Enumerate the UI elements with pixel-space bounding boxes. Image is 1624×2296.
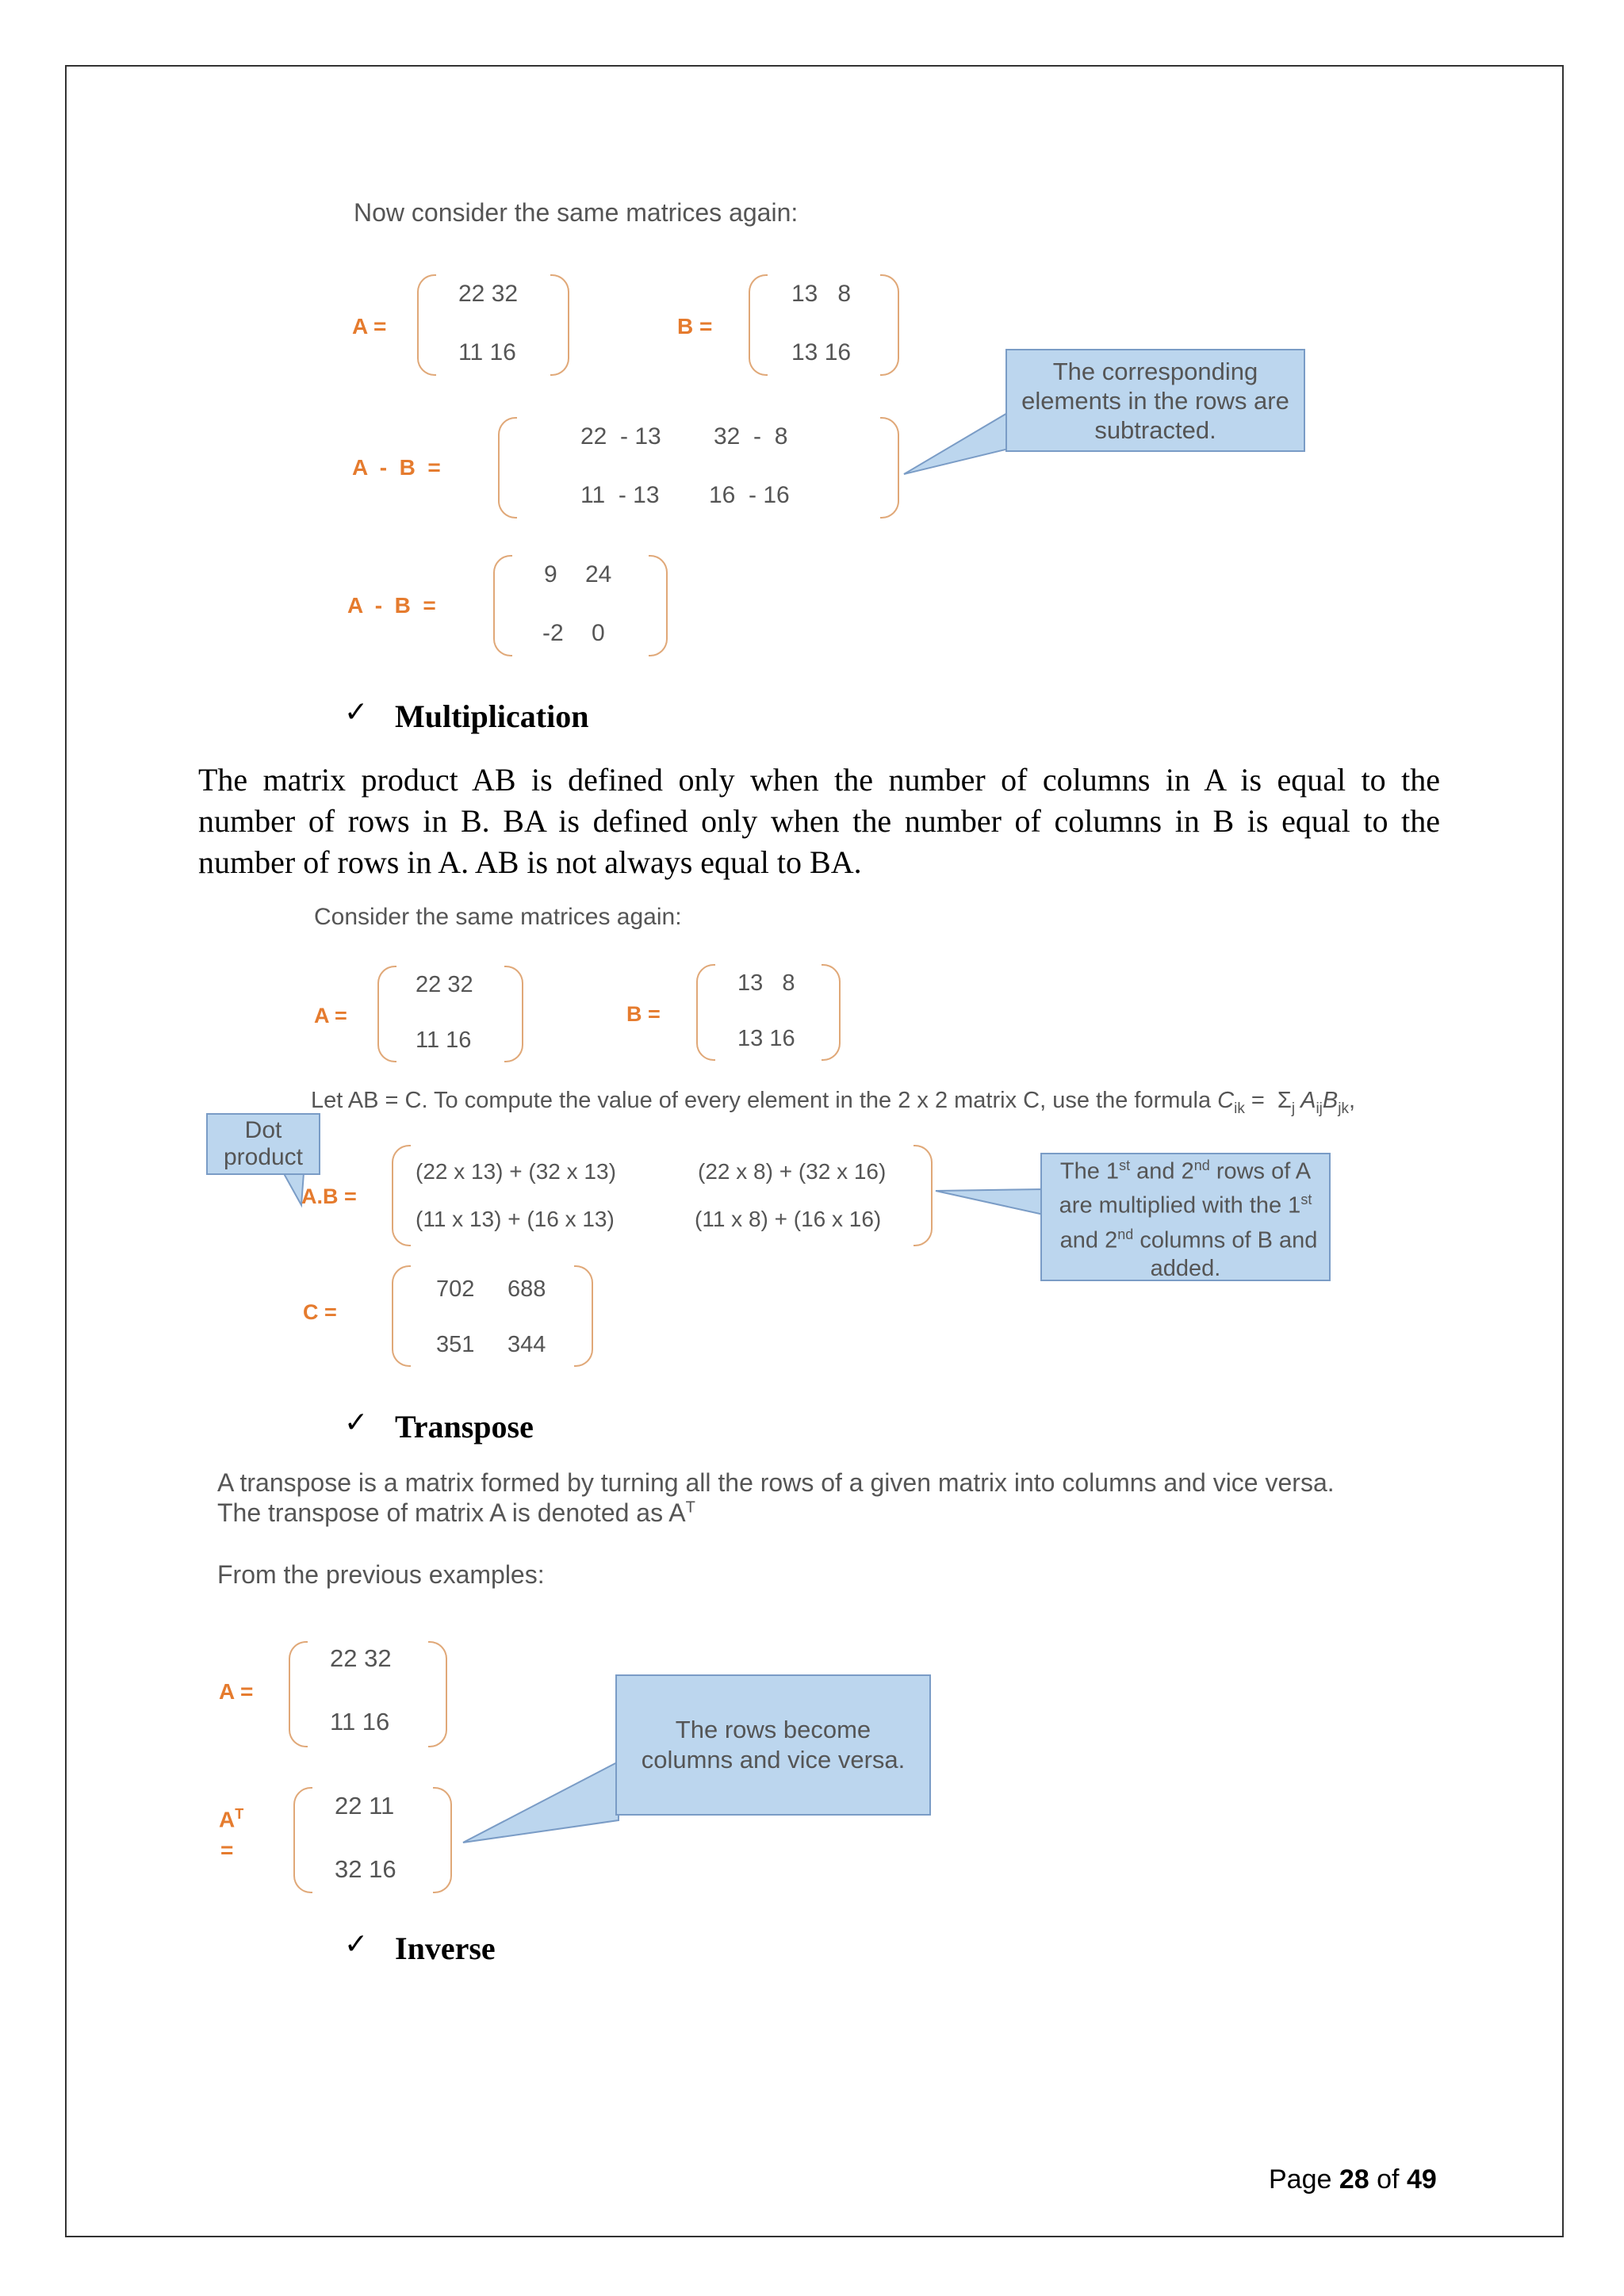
mult-matrix-b-row-1: 13 8: [737, 970, 795, 996]
dot-product-callout: Dot product: [206, 1113, 320, 1175]
matrix-b-row-2: 13 16: [791, 339, 852, 365]
c-left-bracket: [392, 1265, 411, 1367]
rows-callout-sup: st: [1119, 1157, 1131, 1173]
c-label: C =: [303, 1300, 337, 1324]
transpose-definition-line-2: [217, 1498, 695, 1528]
formula-a-sub: ij: [1316, 1100, 1323, 1117]
difference-cell: 11 - 13: [580, 482, 660, 508]
ab-right-bracket: [914, 1145, 933, 1246]
formula-b: B: [1322, 1088, 1339, 1113]
mult-matrix-a-label: A =: [314, 1004, 347, 1027]
difference-cell: 16 - 16: [709, 482, 790, 508]
total-pages: 49: [1406, 2164, 1437, 2195]
c-right-bracket: [574, 1265, 593, 1367]
formula-line: [311, 1088, 1355, 1118]
result-cell: -2: [542, 620, 564, 646]
transpose-at-label: [219, 1806, 243, 1832]
difference-cell: 32 - 8: [714, 423, 788, 450]
paragraph-line: The matrix product AB is defined only when the number of columns in A is equal to the: [198, 762, 1440, 798]
ab-cell: (11 x 13) + (16 x 13): [416, 1207, 615, 1231]
multiplication-intro: Consider the same matrices again:: [314, 904, 682, 930]
rows-callout-tail: [936, 1189, 1044, 1215]
rows-callout-sup: st: [1300, 1192, 1312, 1208]
subtract-callout: The corresponding elements in the rows are subtracted.: [1005, 349, 1305, 452]
transpose-a-row-1: 22 32: [330, 1644, 392, 1672]
mult-matrix-b-right-bracket: [822, 964, 841, 1061]
mult-matrix-b-label: B =: [626, 1002, 661, 1026]
ab-cell: (22 x 13) + (32 x 13): [416, 1159, 616, 1184]
rows-callout-sup: nd: [1117, 1226, 1134, 1242]
paragraph-line: number of rows in B. BA is defined only when the number of columns in B is equal to the: [198, 803, 1440, 839]
result-cell: 24: [585, 561, 612, 587]
mult-matrix-a-right-bracket: [504, 966, 523, 1062]
matrix-b-right-bracket: [880, 274, 899, 376]
ab-label: A.B =: [301, 1184, 357, 1208]
multiplication-heading: Multiplication: [395, 698, 589, 734]
paragraph-line: number of rows in A. AB is not always equal to BA.: [198, 844, 862, 880]
transpose-a-left-bracket: [289, 1641, 308, 1747]
mult-matrix-b-row-2: 13 16: [737, 1026, 795, 1051]
subtract-callout-tail: [904, 412, 1009, 474]
difference-right-bracket: [880, 417, 899, 519]
result-right-bracket: [649, 555, 668, 656]
result-cell: 0: [592, 620, 605, 646]
formula-c: C: [1217, 1088, 1235, 1113]
rows-callout-part: The 1: [1059, 1158, 1120, 1184]
inverse-heading: Inverse: [395, 1931, 496, 1966]
transpose-callout-tail: [463, 1762, 619, 1843]
transpose-heading: Transpose: [395, 1409, 534, 1445]
mult-matrix-a-left-bracket: [377, 966, 396, 1062]
matrix-a-row-2: 11 16: [458, 339, 516, 365]
transpose-at-right-bracket: [433, 1787, 452, 1893]
multiplication-check-icon: ✓: [344, 696, 369, 729]
matrix-a-left-bracket: [417, 274, 436, 376]
of-word: of: [1377, 2164, 1400, 2195]
rows-callout-part: columns of B and added.: [1133, 1227, 1318, 1282]
matrix-b-row-1: 13 8: [791, 281, 852, 307]
transpose-callout: The rows become columns and vice versa.: [615, 1674, 931, 1816]
mult-matrix-a-row-1: 22 32: [416, 972, 473, 997]
transpose-a-label: A =: [219, 1679, 254, 1704]
formula-end: ,: [1348, 1088, 1356, 1113]
matrix-b-label: B =: [677, 314, 713, 339]
ab-cell: (22 x 8) + (32 x 16): [698, 1159, 887, 1184]
ab-left-bracket: [392, 1145, 411, 1246]
ab-cell: (11 x 8) + (16 x 16): [695, 1207, 882, 1231]
rows-callout-text: [1048, 1151, 1323, 1284]
mult-matrix-b-left-bracket: [696, 964, 715, 1061]
mult-matrix-a-row-2: 11 16: [416, 1027, 472, 1053]
formula-b-sub: jk: [1338, 1100, 1349, 1117]
transpose-at-row-2: 32 16: [335, 1855, 396, 1883]
transpose-definition-line-1: A transpose is a matrix formed by turning all the rows of a given matrix into columns and vice versa.: [217, 1468, 1335, 1497]
inverse-check-icon: ✓: [344, 1928, 369, 1961]
transpose-from-examples: From the previous examples:: [217, 1560, 545, 1589]
matrix-a-row-1: 22 32: [458, 281, 519, 307]
matrix-a-label: A =: [352, 314, 387, 339]
difference-label: A - B =: [352, 455, 441, 480]
result-left-bracket: [493, 555, 512, 656]
transpose-a-right-bracket: [428, 1641, 447, 1747]
page-word: Page: [1269, 2164, 1332, 2195]
difference-cell: 22 - 13: [580, 423, 661, 450]
matrix-b-left-bracket: [749, 274, 768, 376]
c-cell: 351: [436, 1332, 475, 1357]
c-cell: 344: [508, 1332, 546, 1357]
formula-eq: = Σ: [1244, 1088, 1292, 1113]
multiplication-paragraph: [198, 760, 1440, 883]
formula-a: A: [1295, 1088, 1316, 1113]
formula-sum-sub: j: [1291, 1100, 1296, 1117]
transpose-superscript: T: [685, 1498, 695, 1517]
at-label-text: A: [219, 1807, 236, 1832]
transpose-at-equals: =: [220, 1838, 234, 1862]
result-label: A - B =: [347, 593, 436, 618]
formula-c-sub: ik: [1234, 1100, 1245, 1117]
rows-callout-part: rows of A are multiplied with the 1: [1059, 1158, 1312, 1219]
rows-callout-part: and 2: [1130, 1158, 1194, 1184]
matrix-a-right-bracket: [550, 274, 569, 376]
page-number: [1269, 2164, 1437, 2195]
formula-text: Let AB = C. To compute the value of every element in the 2 x 2 matrix C, use the formula: [311, 1088, 1218, 1113]
difference-left-bracket: [498, 417, 517, 519]
c-cell: 702: [436, 1276, 475, 1302]
transpose-a-row-2: 11 16: [330, 1708, 390, 1735]
current-page: 28: [1339, 2164, 1369, 2195]
transpose-check-icon: ✓: [344, 1406, 369, 1439]
rows-multiplied-callout: [1040, 1153, 1331, 1281]
c-cell: 688: [508, 1276, 546, 1302]
transpose-line-2-text: The transpose of matrix A is denoted as A: [217, 1498, 686, 1527]
result-cell: 9: [544, 561, 557, 587]
at-label-sup: T: [235, 1806, 244, 1822]
subtraction-intro: Now consider the same matrices again:: [354, 198, 799, 227]
rows-callout-sup: nd: [1193, 1157, 1210, 1173]
transpose-at-left-bracket: [293, 1787, 312, 1893]
rows-callout-part: and 2: [1053, 1227, 1118, 1253]
transpose-at-row-1: 22 11: [335, 1792, 395, 1820]
